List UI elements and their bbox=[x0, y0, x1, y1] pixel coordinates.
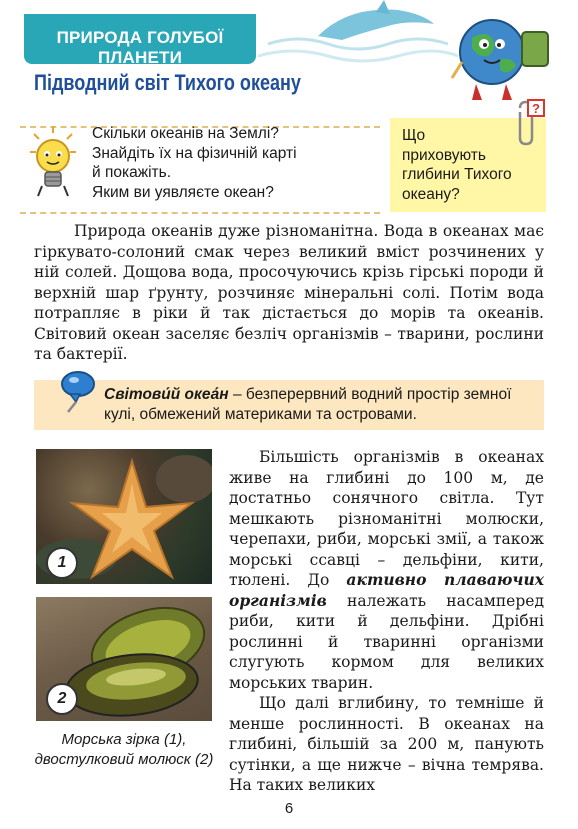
dolphin-icon bbox=[258, 0, 458, 70]
question-line: Скільки океанів на Землі? bbox=[92, 125, 279, 142]
note-line: приховують bbox=[402, 146, 486, 164]
note-line: глибини Тихого bbox=[402, 166, 512, 183]
globe-mascot-icon bbox=[442, 8, 562, 108]
paragraph-organisms bbox=[229, 447, 544, 796]
photo-starfish bbox=[36, 449, 212, 584]
svg-text:?: ? bbox=[532, 101, 540, 116]
photo-badge-2: 2 bbox=[46, 683, 78, 715]
lightbulb-icon bbox=[28, 124, 78, 200]
pushpin-icon bbox=[48, 366, 102, 414]
page-number: 6 bbox=[284, 800, 294, 817]
section-tab bbox=[24, 14, 256, 67]
photo-badge-1: 1 bbox=[46, 547, 78, 579]
definition-body: – безперервний водний простір земної кулі, обмежений материками та островами. bbox=[104, 386, 512, 423]
emphasis-term: активно плаваючих організмів bbox=[229, 570, 544, 610]
paragraph-depth-200: Що далі вглибину, то темніше й менше рослинності. В океанах на глибині, більшій за 200 м, панують сутінки, а ще нижче – вічна темрява. На таких великих bbox=[229, 694, 544, 794]
definition-text bbox=[104, 385, 532, 425]
paragraph-depth-100: Більшість організмів в океанах живе на глибині до 100 м, де достатньо сонячного світла. Тут мешкають різноманітні молюски, черепахи, риби, морські змії, а також морські ссавці – дельфіни, кити, тюлені. До активно плаваючих організмів належать насамперед риби, кити й дельфіни. Дрібні рослинні й тваринні організми слугують кормом для великих морських тварин. bbox=[229, 448, 544, 692]
lesson-title: Підводний світ Тихого океану bbox=[34, 70, 301, 95]
paperclip-icon bbox=[508, 98, 548, 146]
definition-term: Світови́й океа́н bbox=[104, 386, 229, 403]
note-line: океану? bbox=[402, 185, 460, 203]
question-line: Знайдіть їх на фізичній карті bbox=[92, 144, 297, 162]
photo-mussel bbox=[36, 597, 212, 721]
paragraph-intro: Природа океанів дуже різноманітна. Вода в океанах має гіркувато-солоний смак через великий вміст розчинених у ній солей. Дощова вода, просочуючись крізь гірські породи й верхній шар ґрунту, розчиняє мінеральні солі. Потім вода потрапляє в ріки й так дістається до морів та океанів. Світовий океан заселяє безліч організмів – тварини, рослини та бактерії. bbox=[34, 222, 544, 363]
section-title: ПРИРОДА ГОЛУБОЇ ПЛАНЕТИ bbox=[56, 28, 224, 67]
photo-caption: Морська зірка (1), двостулковий молюск (2) bbox=[34, 731, 214, 768]
question-lines bbox=[92, 124, 297, 202]
question-line: Яким ви уявляєте океан? bbox=[92, 183, 274, 201]
note-line: Що bbox=[402, 127, 426, 144]
question-line: й покажіть. bbox=[92, 164, 172, 181]
